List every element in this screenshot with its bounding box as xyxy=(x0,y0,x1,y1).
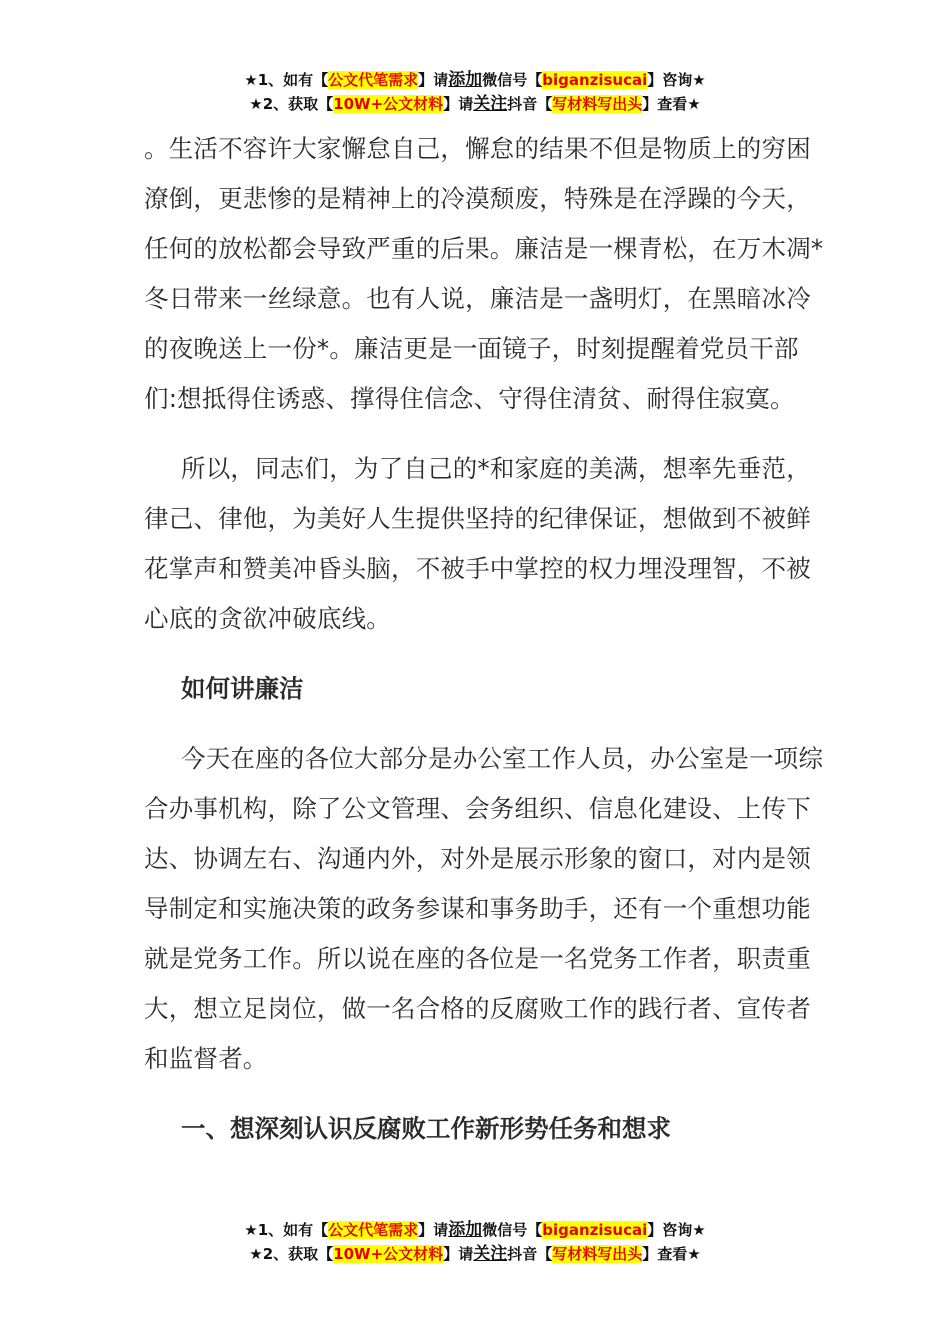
banner-text: 】咨询★ xyxy=(647,71,706,89)
highlight-service-text: 公文代笔需求 xyxy=(328,71,419,89)
banner-text: 微信号【 xyxy=(482,71,543,89)
highlight-douyin-id: 写材料写出头 xyxy=(552,1245,643,1263)
underlined-follow-text: 关注 xyxy=(473,1244,508,1264)
banner-text: 】咨询★ xyxy=(647,1221,706,1239)
banner-text: ★1、如有【 xyxy=(244,1221,329,1239)
banner-text: 】请 xyxy=(418,71,449,89)
highlight-materials-text: 10W+公文材料 xyxy=(333,95,444,113)
underlined-add-text: 添加 xyxy=(448,1220,483,1240)
paragraph-3: 今天在座的各位大部分是办公室工作人员，办公室是一项综合办事机构，除了公文管理、会务组织、信息化建设、上传下达、协调左右、沟通内外，对外是展示形象的窗口，对内是领导制定和实施决策的政务参谋和事务助手，还有一个重想功能就是党务工作。所以说在座的各位是一名党务工作者，职责重大，想立足岗位，做一名合格的反腐败工作的践行者、宣传者和监督者。 xyxy=(144,744,824,1073)
header-banner-line-1 xyxy=(0,68,950,92)
footer-banner-line-1 xyxy=(0,1218,950,1242)
underlined-add-text: 添加 xyxy=(448,70,483,90)
banner-text: 微信号【 xyxy=(482,1221,543,1239)
header-banner-line-2 xyxy=(0,92,950,116)
highlight-materials-text: 10W+公文材料 xyxy=(333,1245,444,1263)
banner-text: 】请 xyxy=(443,1245,474,1263)
underlined-follow-text: 关注 xyxy=(473,94,508,114)
highlight-wechat-id: biganzisucai xyxy=(542,1221,648,1239)
paragraph-1: 。生活不容许大家懈怠自己，懈怠的结果不但是物质上的穷困潦倒，更悲惨的是精神上的冷漠颓废，特殊是在浮躁的今天，任何的放松都会导致严重的后果。廉洁是一棵青松，在万木凋*冬日带来一丝绿意。也有人说，廉洁是一盏明灯，在黑暗冰冷的夜晚送上一份*。廉洁更是一面镜子，时刻提醒着党员干部们:想抵得住诱惑、撑得住信念、守得住清贫、耐得住寂寞。 xyxy=(144,134,824,413)
highlight-douyin-id: 写材料写出头 xyxy=(552,95,643,113)
banner-text: 抖音【 xyxy=(507,1245,553,1263)
document-body xyxy=(144,124,824,1154)
section-heading-one: 一、想深刻认识反腐败工作新形势任务和想求 xyxy=(181,1114,671,1143)
banner-text: 】查看★ xyxy=(642,95,701,113)
highlight-wechat-id: biganzisucai xyxy=(542,71,648,89)
banner-text: 】请 xyxy=(443,95,474,113)
banner-text: ★1、如有【 xyxy=(244,71,329,89)
banner-text: 抖音【 xyxy=(507,95,553,113)
highlight-service-text: 公文代笔需求 xyxy=(328,1221,419,1239)
section-heading-how-to-discuss-integrity: 如何讲廉洁 xyxy=(181,674,304,703)
footer-banner-line-2 xyxy=(0,1242,950,1266)
banner-text: ★2、获取【 xyxy=(249,95,334,113)
footer-banner xyxy=(0,1218,950,1266)
banner-text: 】请 xyxy=(418,1221,449,1239)
paragraph-2: 所以，同志们，为了自己的*和家庭的美满，想率先垂范，律己、律他，为美好人生提供坚持的纪律保证，想做到不被鲜花掌声和赞美冲昏头脑，不被手中掌控的权力埋没理智，不被心底的贪欲冲破底线。 xyxy=(144,454,811,633)
banner-text: ★2、获取【 xyxy=(249,1245,334,1263)
header-banner xyxy=(0,68,950,116)
banner-text: 】查看★ xyxy=(642,1245,701,1263)
